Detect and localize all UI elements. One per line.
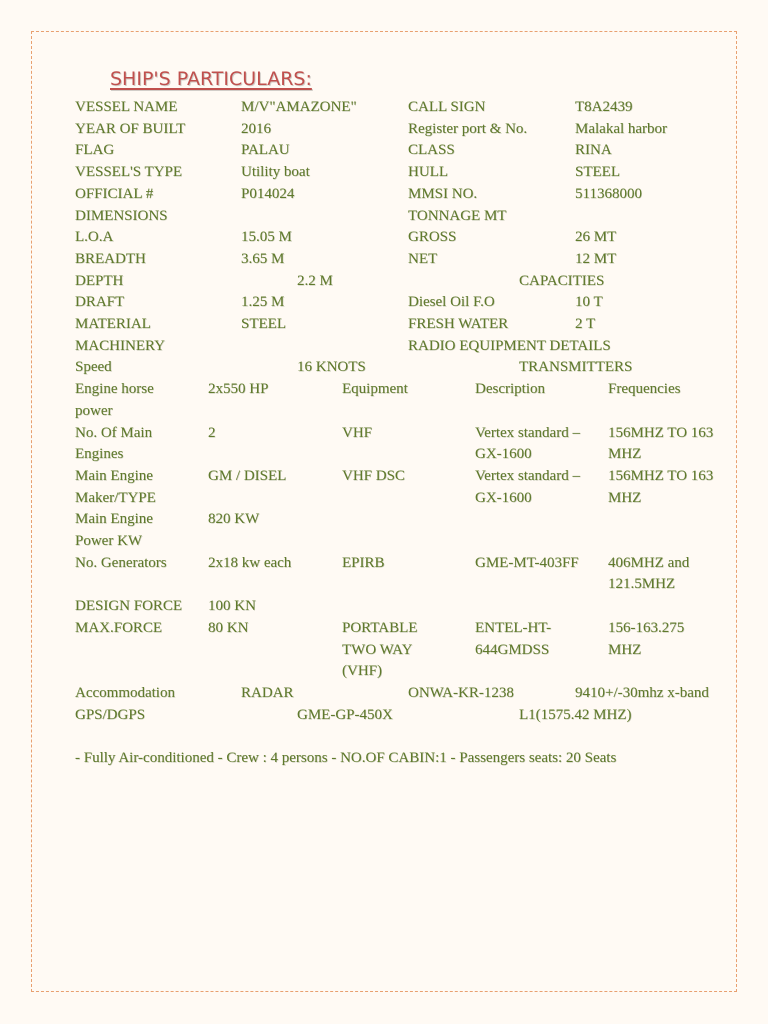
equipment-cell: 156MHZ TO 163 [608, 468, 714, 484]
equipment-cell: TWO WAY [342, 642, 413, 658]
equipment-cell: Main Engine [75, 468, 153, 484]
particular-cell: VESSEL NAME [75, 99, 178, 115]
particular-label: Speed [75, 359, 112, 375]
particular-cell: 26 MT [575, 229, 617, 245]
particular-value: 16 KNOTS [297, 359, 366, 375]
equipment-cell: 100 KN [208, 598, 256, 614]
section-heading: RADIO EQUIPMENT DETAILS [408, 338, 611, 354]
equipment-cell: Equipment [342, 381, 408, 397]
equipment-cell: DESIGN FORCE [75, 598, 183, 614]
particular-cell: T8A2439 [575, 99, 633, 115]
equipment-cell: Engine horse [75, 381, 154, 397]
equipment-cell: 156MHZ TO 163 [608, 425, 714, 441]
particular-cell: OFFICIAL # [75, 186, 154, 202]
particular-cell: 12 MT [575, 251, 617, 267]
equipment-cell: 406MHZ and [608, 555, 690, 571]
particular-cell: FLAG [75, 142, 115, 158]
particular-cell: VESSEL'S TYPE [75, 164, 183, 180]
equipment-cell: 2x18 kw each [208, 555, 292, 571]
equipment-cell: (VHF) [342, 663, 382, 679]
particular-cell: M/V"AMAZONE" [241, 99, 357, 115]
particular-cell: Utility boat [241, 164, 310, 180]
particular-cell: NET [408, 251, 438, 267]
section-heading: CAPACITIES [519, 273, 605, 289]
particular-cell: DRAFT [75, 294, 125, 310]
equipment-cell: ENTEL-HT- [475, 620, 552, 636]
equipment-cell: Vertex standard – [475, 468, 580, 484]
equipment-cell: MHZ [608, 642, 642, 658]
equipment-cell: GX-1600 [475, 490, 532, 506]
particular-cell: PALAU [241, 142, 290, 158]
particular-cell: 2 T [575, 316, 596, 332]
particular-cell: YEAR OF BUILT [75, 121, 186, 137]
particular-value: 2.2 M [297, 273, 333, 289]
particular-cell: CALL SIGN [408, 99, 486, 115]
particular-cell: 511368000 [575, 186, 642, 202]
equipment-cell: No. Generators [75, 555, 167, 571]
particular-cell: MATERIAL [75, 316, 151, 332]
page-title: SHIP'S PARTICULARS: [110, 68, 312, 90]
equipment-cell: 2x550 HP [208, 381, 269, 397]
equipment-cell: Power KW [75, 533, 143, 549]
particular-cell: BREADTH [75, 251, 146, 267]
radar-cell: 9410+/-30mhz x-band [575, 685, 709, 701]
particular-label: DEPTH [75, 273, 124, 289]
particular-cell: RINA [575, 142, 612, 158]
particular-cell: 10 T [575, 294, 603, 310]
particular-cell: Malakal harbor [575, 121, 668, 137]
equipment-cell: Maker/TYPE [75, 490, 156, 506]
equipment-cell: GX-1600 [475, 446, 532, 462]
equipment-cell: 820 KW [208, 511, 260, 527]
equipment-cell: GME-MT-403FF [475, 555, 579, 571]
equipment-cell: EPIRB [342, 555, 385, 571]
equipment-cell: Engines [75, 446, 124, 462]
particular-cell: P014024 [241, 186, 295, 202]
equipment-cell: VHF DSC [342, 468, 405, 484]
radar-cell: RADAR [241, 685, 294, 701]
particular-cell: STEEL [575, 164, 620, 180]
particular-cell: Register port & No. [408, 121, 528, 137]
equipment-cell: Main Engine [75, 511, 153, 527]
equipment-cell: No. Of Main [75, 425, 153, 441]
equipment-cell: MHZ [608, 446, 642, 462]
particular-cell: Diesel Oil F.O [408, 294, 495, 310]
particular-cell: 1.25 M [241, 294, 285, 310]
section-heading: MACHINERY [75, 338, 166, 354]
radar-cell: ONWA-KR-1238 [408, 685, 514, 701]
equipment-cell: 121.5MHZ [608, 576, 676, 592]
gps-cell: GPS/DGPS [75, 707, 146, 723]
particular-cell: HULL [408, 164, 448, 180]
particular-cell: 2016 [241, 121, 271, 137]
particular-cell: DIMENSIONS [75, 208, 168, 224]
radar-cell: Accommodation [75, 685, 175, 701]
section-heading: TRANSMITTERS [519, 359, 633, 375]
equipment-cell: PORTABLE [342, 620, 418, 636]
particular-cell: GROSS [408, 229, 457, 245]
equipment-cell: Vertex standard – [475, 425, 580, 441]
particular-cell: CLASS [408, 142, 455, 158]
equipment-cell: GM / DISEL [208, 468, 287, 484]
equipment-cell: 156-163.275 [608, 620, 685, 636]
gps-cell: L1(1575.42 MHZ) [519, 707, 632, 723]
equipment-cell: power [75, 403, 113, 419]
equipment-cell: MHZ [608, 490, 642, 506]
equipment-cell: 2 [208, 425, 216, 441]
particular-cell: STEEL [241, 316, 286, 332]
particular-cell: TONNAGE MT [408, 208, 507, 224]
equipment-cell: Description [475, 381, 545, 397]
equipment-cell: VHF [342, 425, 373, 441]
particular-cell: FRESH WATER [408, 316, 509, 332]
equipment-cell: Frequencies [608, 381, 681, 397]
particular-cell: 3.65 M [241, 251, 285, 267]
particular-cell: MMSI NO. [408, 186, 478, 202]
particular-cell: L.O.A [75, 229, 114, 245]
gps-cell: GME-GP-450X [297, 707, 393, 723]
particular-cell: 15.05 M [241, 229, 292, 245]
footer-note: - Fully Air-conditioned - Crew : 4 persons - NO.OF CABIN:1 - Passengers seats: 20 Seats [75, 750, 617, 766]
equipment-cell: 644GMDSS [475, 642, 550, 658]
equipment-cell: MAX.FORCE [75, 620, 163, 636]
equipment-cell: 80 KN [208, 620, 249, 636]
